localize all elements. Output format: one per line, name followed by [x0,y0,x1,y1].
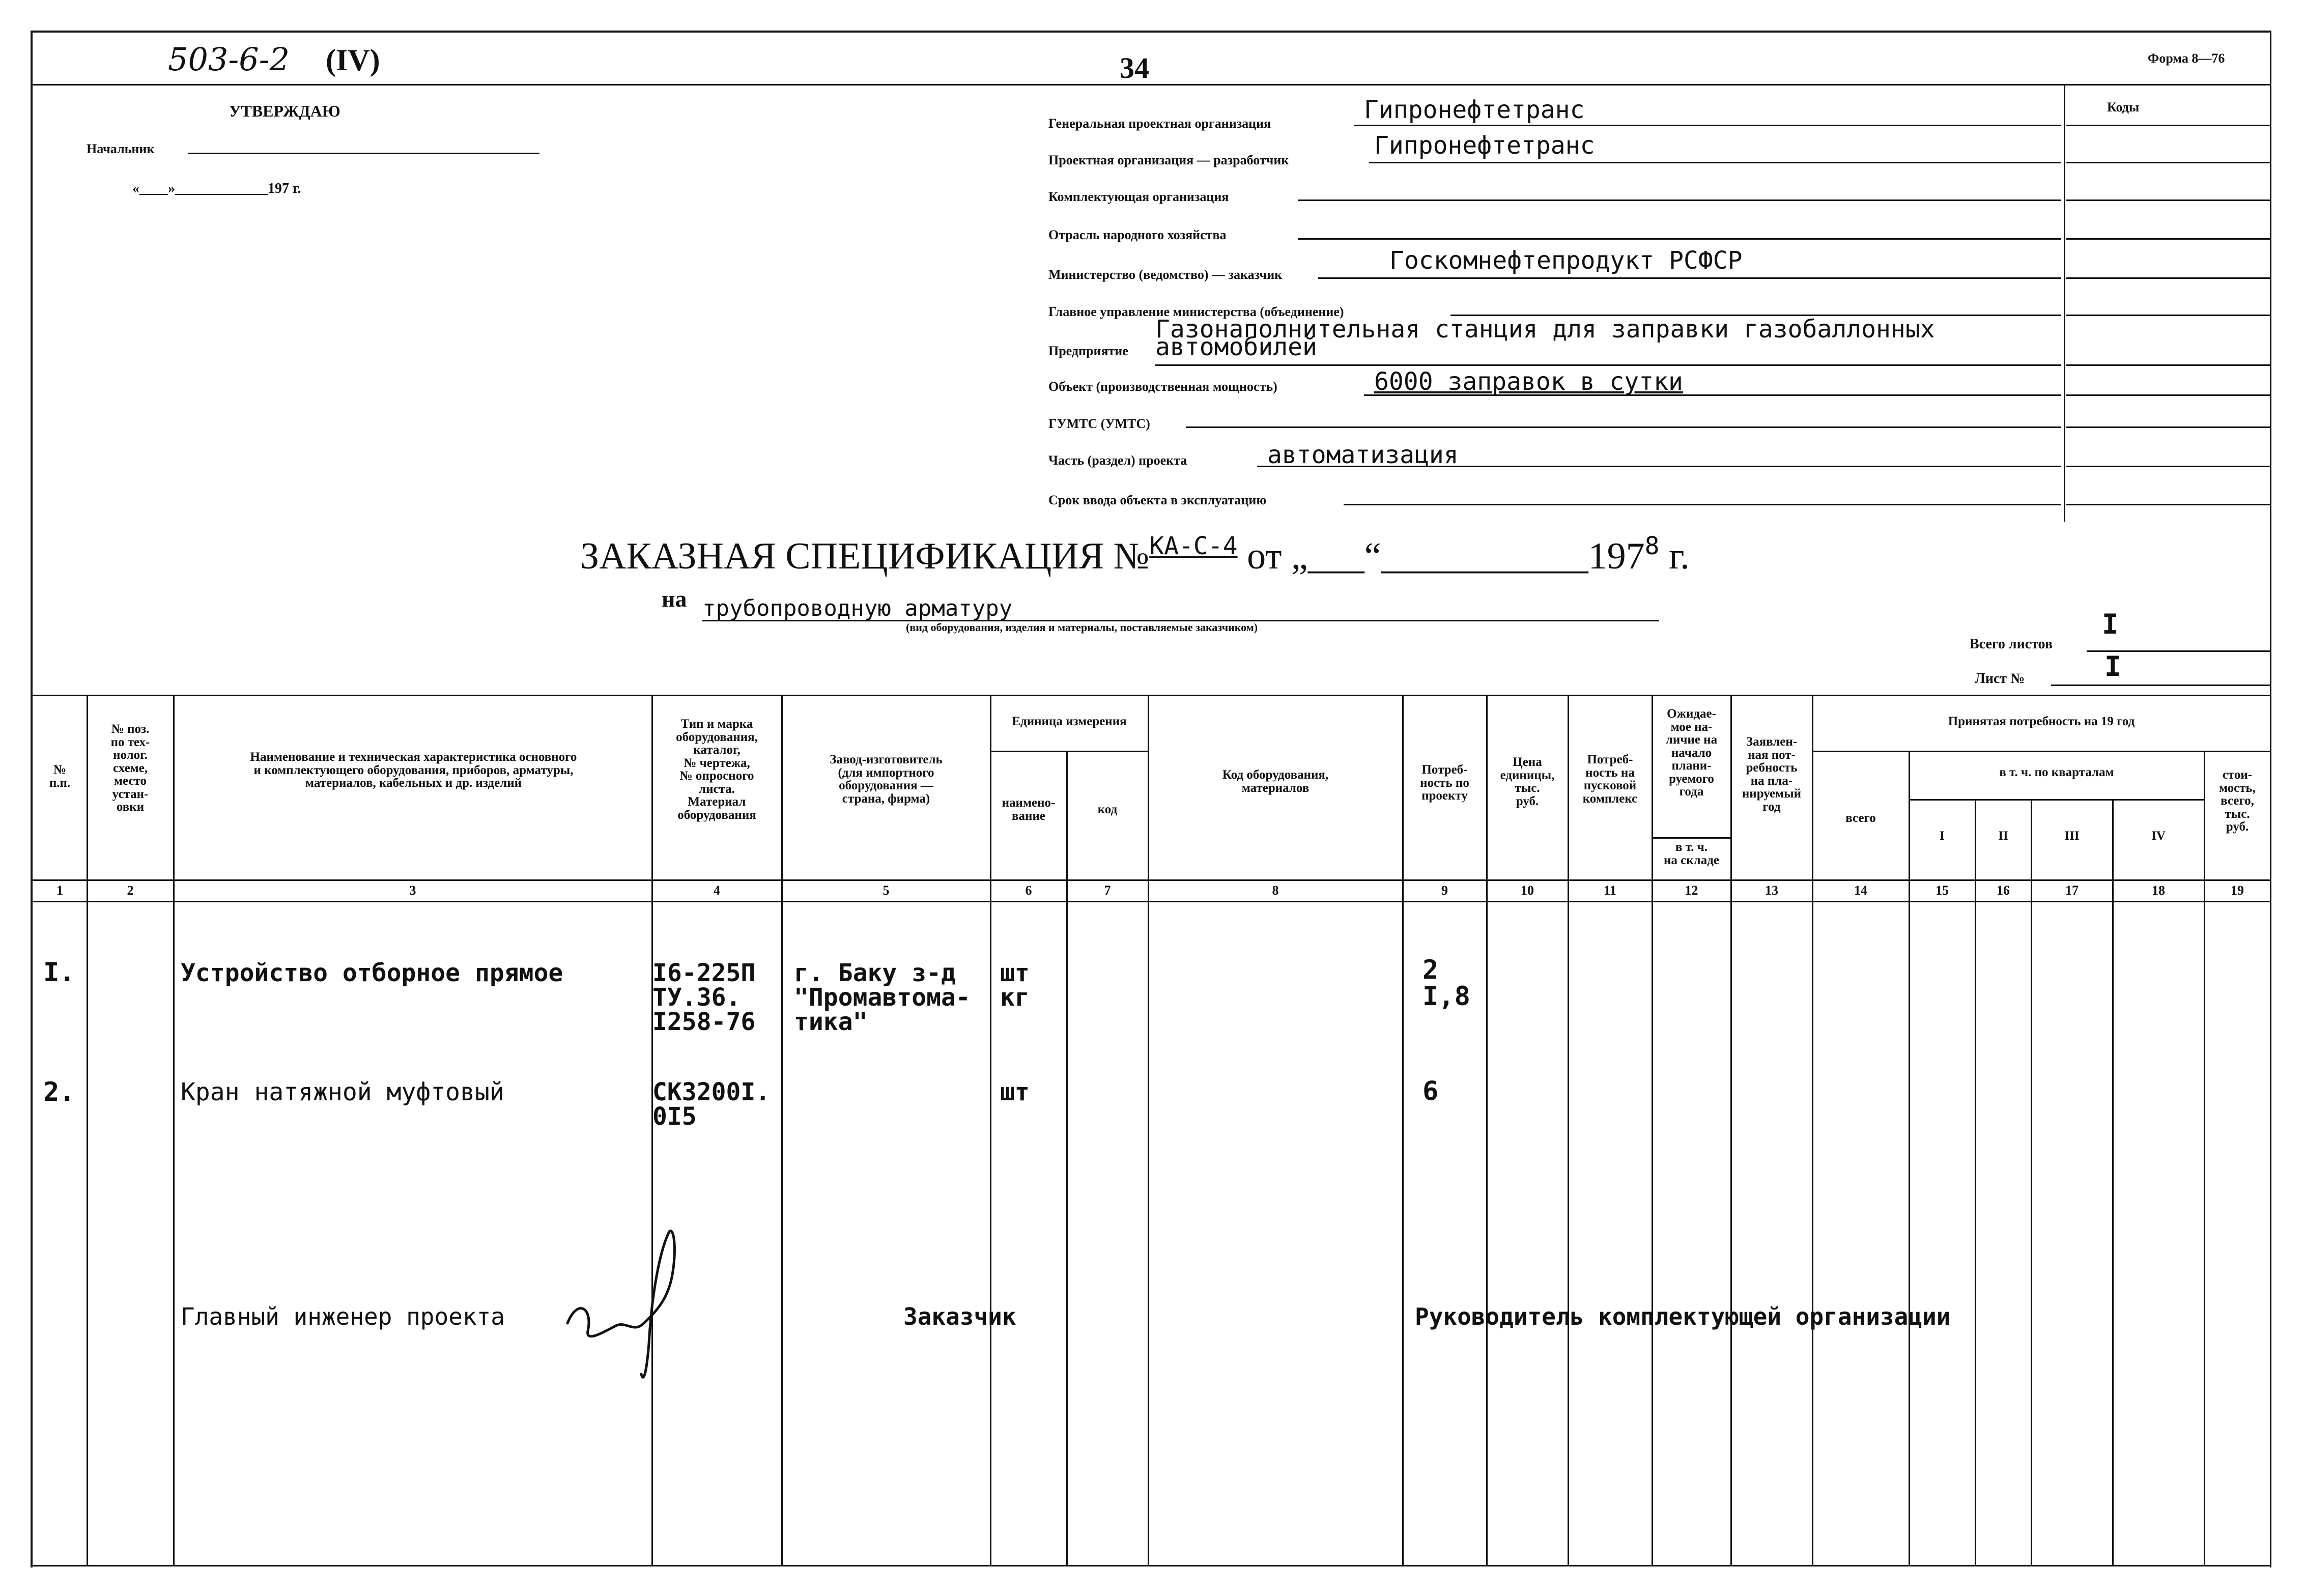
sheets-total-value: I [2102,608,2119,640]
column-number: 4 [714,883,720,898]
column-number: 19 [2231,883,2244,898]
column-number: 12 [1685,883,1698,898]
header-rule [31,84,2270,86]
column-number: 18 [2152,883,2165,898]
header-quarters-group: в т. ч. по кварталам [1999,765,2114,779]
row-1-num: I. [43,957,75,988]
row-2-num: 2. [43,1077,75,1107]
code-line-6 [2066,315,2270,316]
header-num: № п.п. [49,763,71,790]
col-line-16 [2031,799,2032,1565]
design-org-value: Гипронефтетранс [1374,131,1595,160]
sheets-total-label: Всего листов [1970,636,2053,652]
object-label: Объект (производственная мощность) [1048,379,1277,394]
header-q2: II [1998,829,2008,843]
col-line-2 [173,695,175,1565]
unit-group-line [990,751,1148,752]
code-line-8 [2066,394,2270,396]
header-q4: IV [2151,829,2166,843]
industry-label: Отрасль народного хозяйства [1048,227,1227,242]
spec-na-value: трубопроводную арматуру [702,595,1013,621]
industry-line [1298,238,2061,240]
accepted-group-line [1812,751,2270,752]
main-dept-label: Главное управление министерства (объединение) [1048,304,1344,319]
col-line-18 [2204,751,2205,1565]
header-unit-code: код [1097,803,1118,816]
col-line-5 [990,695,991,1565]
frame-top-line [31,31,2270,33]
header-q1: I [1940,829,1945,843]
header-unit-group: Единица измерения [1012,715,1127,728]
column-number: 3 [409,883,416,898]
col-line-13 [1812,695,1813,1565]
project-part-line [1257,466,2061,467]
col-line-7 [1148,695,1149,1565]
spec-title-prefix: ЗАКАЗНАЯ СПЕЦИФИКАЦИЯ № [580,535,1150,577]
header-cost: стои- мость, всего, тыс. руб. [2218,768,2256,834]
column-number: 16 [1997,883,2010,898]
frame-left-line [31,31,33,1568]
row-1-need: 2 I,8 [1422,955,1470,1012]
column-number: 17 [2065,883,2079,898]
code-line-4 [2066,238,2270,240]
header-unit-name: наимено- вание [1002,796,1056,823]
col-line-11 [1652,695,1653,1565]
header-expected: Ожидае- мое на- личие на начало плани- руемого года [1665,707,1718,799]
supplier-org-label: Комплектующая организация [1048,189,1229,204]
column-number: 2 [127,883,134,898]
spec-year-sup: 8 [1644,532,1660,560]
header-name: Наименование и техническая характеристика основного и комплектующего оборудования, приборов, арматуры, материалов, кабельных и др. изделий [250,750,577,790]
spec-title [580,532,1690,578]
spec-na-note: (вид оборудования, изделия и материалы, поставляемые заказчиком) [906,621,1258,634]
header-accepted-group: Принятая потребность на 19 год [1948,715,2135,728]
codes-column-border [2064,84,2065,522]
column-number: 9 [1441,883,1448,898]
column-number: 11 [1604,883,1616,898]
page-number: 34 [1120,51,1149,84]
approval-date: «____»_____________197 г. [132,181,301,196]
row-2-name: Кран натяжной муфтовый [181,1078,504,1106]
frame-bottom-line [31,1565,2270,1566]
column-number: 14 [1854,883,1867,898]
header-price: Цена единицы, тыс. руб. [1500,755,1555,808]
approval-head-label: Начальник [87,141,155,156]
sheet-line [2051,685,2270,686]
row-1-unit: шт кг [1000,959,1030,1012]
approval-head-line [188,153,539,154]
doc-code: 503-6-2 [168,41,290,78]
spec-year-suffix: г. [1659,535,1690,577]
design-org-line [1369,162,2061,163]
header-startup-need: Потреб- ность на пусковой комплекс [1582,753,1638,806]
handwritten-signature-icon [557,1221,690,1389]
spec-number: КА-С-4 [1149,532,1238,560]
col-line-9 [1486,695,1488,1565]
code-line-2 [2066,162,2270,163]
commissioning-line [1344,504,2061,505]
sheet-value: I [2104,650,2121,682]
row-1-type: I6-225П ТУ.36. I258-76 [652,959,756,1036]
row-2-need: 6 [1422,1076,1439,1106]
row-1-name: Устройство отборное прямое [181,959,563,987]
general-org-value: Гипронефтетранс [1364,96,1585,124]
row-2-unit: шт [1000,1078,1030,1106]
supplier-head-label: Руководитель комплектующей организации [1415,1303,1951,1330]
table-colnum-line [31,879,2270,881]
column-number: 13 [1765,883,1778,898]
code-line-1 [2066,125,2270,126]
form-number: Форма 8—76 [2148,51,2225,66]
col-line-6 [1066,751,1068,1565]
column-number: 6 [1025,883,1032,898]
col-line-12 [1730,695,1732,1565]
sheet-label: Лист № [1975,671,2025,687]
header-total: всего [1845,811,1876,825]
gumts-label: ГУМТС (УМТС) [1048,416,1150,431]
code-line-7 [2066,364,2270,366]
column-number: 10 [1521,883,1534,898]
code-line-5 [2066,277,2270,279]
header-need: Потреб- ность по проекту [1420,763,1469,803]
ministry-line [1318,277,2061,279]
header-position: № поз. по тех- нолог. схеме, место устан- овки [110,722,150,814]
codes-title: Коды [2107,100,2140,115]
col-line-10 [1568,695,1569,1565]
column-number: 5 [883,883,890,898]
project-part-value: автоматизация [1267,441,1459,469]
code-line-9 [2066,426,2270,428]
spec-from: от „___“___________197 [1247,535,1645,577]
header-q3: III [2064,829,2080,843]
header-type: Тип и марка оборудования, каталог, № чертежа, № опросного листа. Материал оборудования [676,717,758,822]
column-number: 15 [1936,883,1949,898]
object-value: 6000 заправок в сутки [1374,367,1683,396]
commissioning-label: Срок ввода объекта в эксплуатацию [1048,493,1267,507]
ministry-value: Госкомнефтепродукт РСФСР [1389,246,1743,275]
quarters-group-line [1909,799,2204,801]
approval-title: УТВЕРЖДАЮ [229,102,340,120]
col-line-15 [1975,799,1976,1565]
row-1-manufacturer: г. Баку з-д "Промавтома- тика" [794,959,971,1036]
enterprise-line [1155,364,2061,366]
col-line-4 [781,695,783,1565]
header-in-stock: в т. ч. на складе [1664,840,1719,867]
enterprise-value: Газонаполнительная станция для заправки газобаллонных автомобилей [1155,315,1935,361]
column-number: 1 [56,883,63,898]
general-org-line [1354,125,2061,126]
general-org-label: Генеральная проектная организация [1048,116,1271,131]
code-line-10 [2066,466,2270,467]
chief-engineer-label: Главный инженер проекта [181,1303,505,1330]
enterprise-label: Предприятие [1048,344,1128,358]
frame-right-line [2270,31,2271,1568]
col-line-8 [1402,695,1404,1565]
code-line-3 [2066,200,2270,201]
project-part-label: Часть (раздел) проекта [1048,453,1187,468]
design-org-label: Проектная организация — разработчик [1048,153,1289,167]
table-top-line [31,695,2270,696]
doc-section: (IV) [326,43,380,77]
spec-na-label: на [662,586,687,612]
stock-sub-line [1652,837,1730,839]
customer-label: Заказчик [903,1303,1016,1330]
column-number: 8 [1272,883,1279,898]
col-line-17 [2112,799,2114,1565]
column-number: 7 [1104,883,1111,898]
header-manufacturer: Завод-изготовитель (для импортного оборудования — страна, фирма) [830,753,943,806]
gumts-line [1186,426,2061,428]
header-equipment-code: Код оборудования, материалов [1222,768,1329,795]
col-line-14 [1909,751,1910,1565]
col-line-1 [87,695,88,1565]
row-2-type: СК3200I. 0I5 [652,1078,771,1131]
supplier-org-line [1298,200,2061,201]
code-line-11 [2066,504,2270,505]
table-body-line [31,901,2270,902]
header-declared-need: Заявлен- ная пот- ребность на пла- нируемый год [1742,735,1802,814]
object-line [1364,394,2061,396]
ministry-label: Министерство (ведомство) — заказчик [1048,267,1283,282]
